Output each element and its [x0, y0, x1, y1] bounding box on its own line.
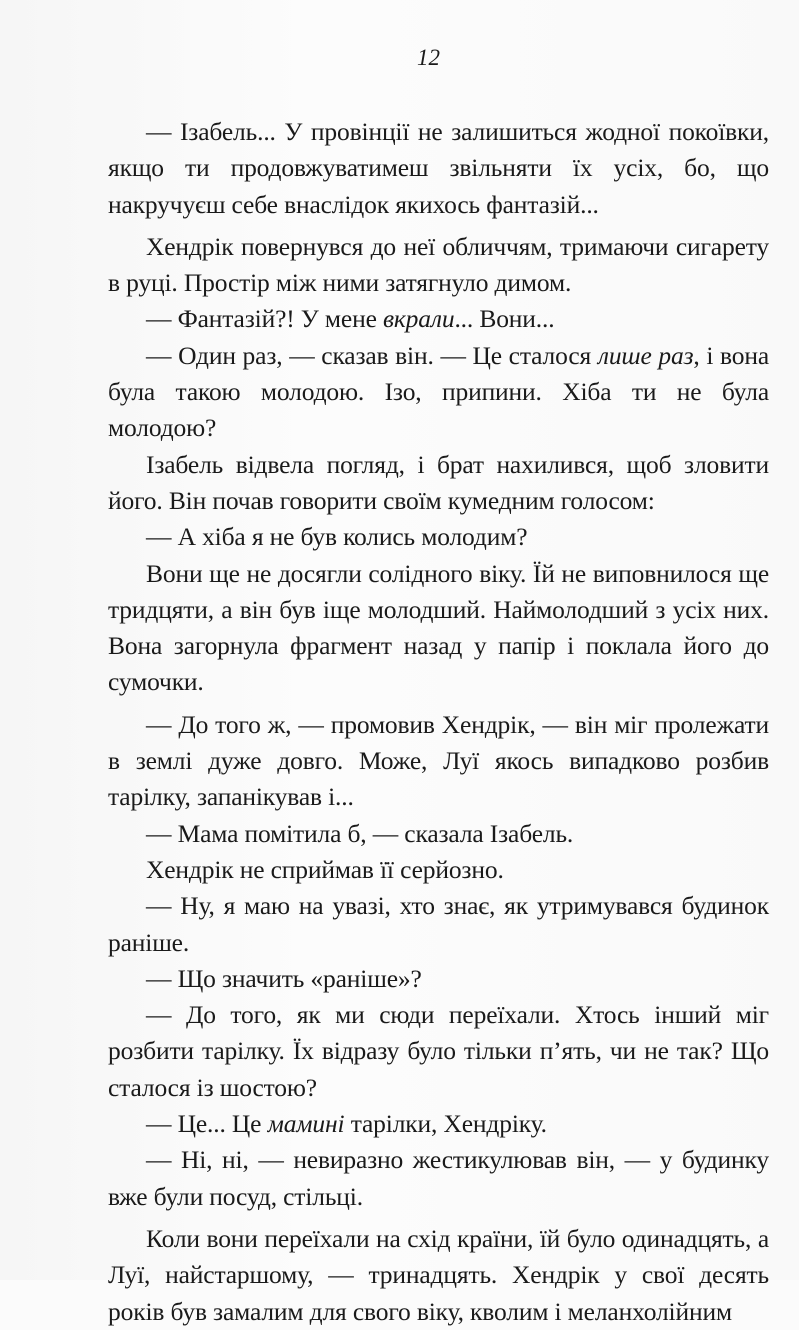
paragraph: — До того, як ми сюди переїхали. Хтось інший міг розбити тарілку. Їх відразу було тільки п’ять, чи не так? Що сталося із шостою?: [108, 1000, 769, 1102]
paragraph: — Фантазій?! У мене вкрали... Вони...: [146, 304, 555, 334]
paragraph: Хендрік повернувся до неї обличчям, тримаючи сигарету в руці. Простір між ними затягнуло димом.: [108, 231, 769, 298]
paragraph: — Ізабель... У провінції не залишиться жодної покоївки, якщо ти продовжуватимеш звільняти їх усіх, бо, що накручуєш себе внаслідок якихось фантазій...: [108, 117, 769, 219]
italic-emphasis: мамині: [267, 1109, 345, 1139]
paragraph: — До того ж, — промовив Хендрік, — він міг пролежати в землі дуже довго. Може, Луї якось випадково розбив тарілку, запанікував і...: [108, 709, 769, 812]
paragraph: — А хіба я не був колись молодим?: [146, 522, 528, 552]
italic-emphasis: вкрали: [382, 304, 455, 334]
paragraph: — Що значить «раніше»?: [146, 963, 422, 993]
paragraph: — Ну, я маю на увазі, хто знає, як утримувався будинок раніше.: [108, 891, 769, 957]
paragraph: — Один раз, — сказав він. — Це сталося лише раз, і вона була такою молодою. Ізо, припини. Хіба ти не була молодою?: [108, 340, 770, 443]
body-text: [108, 114, 769, 1330]
paragraph: Хендрік не сприймав її серйозно.: [146, 854, 504, 884]
page-number: 12: [417, 45, 440, 70]
paragraph: — Ні, ні, — невиразно жестикулював він, — у будинку вже були посуд, стільці.: [108, 1145, 769, 1211]
paragraph: Вони ще не досягли солідного віку. Їй не виповнилося ще тридцяти, а він був іще молодший. Наймолодший з усіх них. Вона загорнула фрагмент назад у папір і поклала його до сумочки.: [108, 558, 769, 697]
italic-emphasis: лише раз: [597, 340, 694, 370]
paragraph: Ізабель відвела погляд, і брат нахилився, щоб зловити його. Він почав говорити своїм кумедним голосом:: [108, 449, 769, 515]
paragraph: Коли вони переїхали на схід країни, їй було одинадцять, а Луї, найстаршому, — тринадцять. Хендрік у свої десять років був замалим для свого віку, кволим і меланхолійним: [108, 1223, 769, 1326]
paragraph: — Це... Це мамині тарілки, Хендріку.: [146, 1109, 547, 1139]
paragraph: — Мама помітила б, — сказала Ізабель.: [146, 818, 574, 848]
